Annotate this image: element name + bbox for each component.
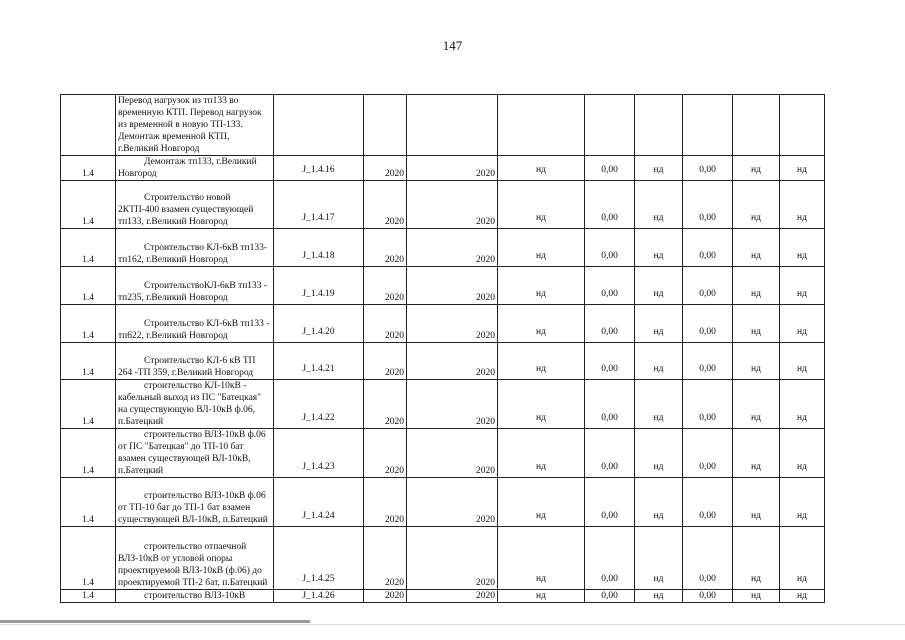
table-row: [61, 343, 825, 380]
value-1: нд: [536, 591, 546, 601]
project-code-cell: [274, 181, 364, 229]
value-3: нд: [653, 591, 664, 601]
object-name: СтроительствоКЛ-6кВ тп133 - тп235, г.Великий Новгород: [118, 281, 268, 303]
value-4: 0,00: [699, 364, 716, 374]
object-name-cell: [116, 380, 274, 429]
start-year: 2020: [385, 417, 404, 427]
value-6-cell: [780, 95, 825, 156]
value-5: нд: [751, 574, 761, 584]
row-number-cell: [61, 95, 116, 156]
object-name-cell: [116, 229, 274, 267]
value-5: нд: [751, 364, 761, 374]
project-code-cell: [274, 343, 364, 380]
value-4-cell: [683, 590, 733, 603]
value-5: нд: [751, 413, 761, 423]
end-year-cell: [407, 478, 498, 527]
value-6-cell: [780, 343, 825, 380]
value-6-cell: [780, 429, 825, 478]
value-2: 0,00: [601, 213, 618, 223]
project-code-cell: [274, 267, 364, 305]
value-2: 0,00: [601, 364, 618, 374]
value-3-cell: [635, 95, 683, 156]
end-year-cell: [407, 590, 498, 603]
value-4-cell: [683, 305, 733, 343]
value-3-cell: [635, 229, 683, 267]
start-year: 2020: [385, 217, 404, 227]
object-name-cell: [116, 267, 274, 305]
start-year: 2020: [385, 578, 404, 588]
table-row: [61, 478, 825, 527]
value-5-cell: [733, 429, 780, 478]
row-number-cell: [61, 305, 116, 343]
value-3: нд: [653, 511, 664, 521]
value-6-cell: [780, 229, 825, 267]
value-1-cell: [498, 95, 585, 156]
end-year: 2020: [476, 417, 495, 427]
row-number: 1.4: [82, 331, 94, 341]
value-1-cell: [498, 305, 585, 343]
start-year: 2020: [385, 515, 404, 525]
value-1: нд: [536, 413, 546, 423]
value-3: нд: [653, 327, 664, 337]
value-3-cell: [635, 590, 683, 603]
value-5: нд: [751, 462, 761, 472]
value-5-cell: [733, 343, 780, 380]
value-1-cell: [498, 181, 585, 229]
value-1-cell: [498, 229, 585, 267]
value-1: нд: [536, 511, 546, 521]
project-code-cell: [274, 95, 364, 156]
project-code: J_1.4.24: [302, 511, 335, 521]
value-2-cell: [585, 590, 635, 603]
row-number: 1.4: [82, 515, 94, 525]
value-6-cell: [780, 478, 825, 527]
value-2-cell: [585, 429, 635, 478]
value-4-cell: [683, 267, 733, 305]
start-year-cell: [364, 590, 407, 603]
table-body: [61, 95, 825, 603]
value-1: нд: [536, 165, 546, 175]
value-3: нд: [653, 251, 664, 261]
object-name: Демонтаж тп133, г.Великий Новгород: [118, 157, 257, 179]
value-2-cell: [585, 156, 635, 181]
row-number-cell: [61, 181, 116, 229]
value-6-cell: [780, 156, 825, 181]
value-1-cell: [498, 156, 585, 181]
table-row: [61, 229, 825, 267]
value-3-cell: [635, 343, 683, 380]
value-4-cell: [683, 95, 733, 156]
row-number-cell: [61, 267, 116, 305]
end-year-cell: [407, 156, 498, 181]
value-6-cell: [780, 267, 825, 305]
end-year: 2020: [476, 368, 495, 378]
end-year-cell: [407, 95, 498, 156]
value-2-cell: [585, 343, 635, 380]
value-2: 0,00: [601, 413, 618, 423]
project-code: J_1.4.17: [302, 213, 335, 223]
end-year-cell: [407, 267, 498, 305]
end-year: 2020: [476, 293, 495, 303]
object-name: Строительство КЛ-6кВ тп133 - тп622, г.Великий Новгород: [118, 319, 270, 341]
value-1-cell: [498, 343, 585, 380]
value-6: нд: [797, 511, 807, 521]
object-name-cell: [116, 156, 274, 181]
table-row: [61, 527, 825, 590]
project-code: J_1.4.20: [302, 327, 335, 337]
value-6: нд: [797, 289, 807, 299]
value-4-cell: [683, 527, 733, 590]
value-3: нд: [653, 165, 664, 175]
start-year-cell: [364, 343, 407, 380]
value-4-cell: [683, 429, 733, 478]
value-4: 0,00: [699, 591, 716, 601]
value-6-cell: [780, 380, 825, 429]
start-year-cell: [364, 429, 407, 478]
value-1-cell: [498, 590, 585, 603]
end-year: 2020: [476, 578, 495, 588]
value-3: нд: [653, 213, 664, 223]
end-year-cell: [407, 305, 498, 343]
row-number-cell: [61, 380, 116, 429]
value-2: 0,00: [601, 574, 618, 584]
object-name-cell: [116, 590, 274, 603]
value-3: нд: [653, 574, 664, 584]
project-code: J_1.4.18: [302, 251, 335, 261]
object-name-cell: [116, 527, 274, 590]
value-2: 0,00: [601, 289, 618, 299]
value-3-cell: [635, 267, 683, 305]
value-4: 0,00: [699, 574, 716, 584]
start-year-cell: [364, 380, 407, 429]
value-6: нд: [797, 591, 807, 601]
value-6: нд: [797, 251, 807, 261]
row-number-cell: [61, 478, 116, 527]
value-3: нд: [653, 289, 664, 299]
value-1-cell: [498, 429, 585, 478]
value-5: нд: [751, 591, 761, 601]
value-4: 0,00: [699, 251, 716, 261]
row-number: 1.4: [82, 466, 94, 476]
start-year-cell: [364, 527, 407, 590]
value-4: 0,00: [699, 327, 716, 337]
table-row: [61, 305, 825, 343]
row-number-cell: [61, 229, 116, 267]
value-1: нд: [536, 213, 546, 223]
value-3: нд: [653, 462, 664, 472]
start-year: 2020: [385, 591, 404, 601]
end-year-cell: [407, 429, 498, 478]
value-4-cell: [683, 380, 733, 429]
object-name-cell: [116, 343, 274, 380]
value-5-cell: [733, 229, 780, 267]
project-code-cell: [274, 527, 364, 590]
value-3-cell: [635, 527, 683, 590]
table-row: [61, 429, 825, 478]
value-2: 0,00: [601, 511, 618, 521]
value-6: нд: [797, 364, 807, 374]
project-code-cell: [274, 305, 364, 343]
start-year-cell: [364, 156, 407, 181]
start-year: 2020: [385, 293, 404, 303]
object-name: строительство ВЛЗ-10кВ: [144, 591, 246, 601]
row-number-cell: [61, 429, 116, 478]
project-code: J_1.4.26: [302, 591, 335, 601]
end-year: 2020: [476, 466, 495, 476]
object-name-cell: [116, 429, 274, 478]
object-name: Перевод нагрузок из тп133 во временную КТП. Перевод нагрузок из временной в новую ТП-133. Демонтаж временной КТП, г.Великий Новгород: [118, 96, 262, 154]
value-4: 0,00: [699, 413, 716, 423]
value-4: 0,00: [699, 289, 716, 299]
value-5: нд: [751, 251, 761, 261]
value-1: нд: [536, 574, 546, 584]
project-code: J_1.4.23: [302, 462, 335, 472]
value-1: нд: [536, 251, 546, 261]
value-2-cell: [585, 478, 635, 527]
value-3-cell: [635, 380, 683, 429]
start-year-cell: [364, 229, 407, 267]
object-name: строительство ВЛЗ-10кВ ф.06 от ТП-10 бат до ТП-1 бат взамен существующей ВЛ-10кВ, п.Батецкий: [118, 491, 268, 525]
start-year: 2020: [385, 466, 404, 476]
end-year-cell: [407, 380, 498, 429]
value-6: нд: [797, 462, 807, 472]
row-number: 1.4: [82, 591, 94, 601]
value-5-cell: [733, 380, 780, 429]
object-name-cell: [116, 478, 274, 527]
value-6-cell: [780, 305, 825, 343]
table-row: [61, 590, 825, 603]
value-6: нд: [797, 327, 807, 337]
start-year: 2020: [385, 331, 404, 341]
end-year: 2020: [476, 255, 495, 265]
value-3: нд: [653, 413, 664, 423]
value-4-cell: [683, 156, 733, 181]
value-3-cell: [635, 478, 683, 527]
row-number: 1.4: [82, 368, 94, 378]
value-6-cell: [780, 527, 825, 590]
value-3-cell: [635, 305, 683, 343]
object-name: Строительство новой 2КТП-400 взамен существующей тп133, г.Великий Новгород: [118, 193, 254, 227]
value-1-cell: [498, 527, 585, 590]
value-6: нд: [797, 574, 807, 584]
end-year: 2020: [476, 331, 495, 341]
value-3-cell: [635, 156, 683, 181]
row-number-cell: [61, 343, 116, 380]
value-2-cell: [585, 181, 635, 229]
value-5-cell: [733, 267, 780, 305]
value-1-cell: [498, 380, 585, 429]
value-4: 0,00: [699, 462, 716, 472]
end-year-cell: [407, 229, 498, 267]
end-year: 2020: [476, 169, 495, 179]
start-year-cell: [364, 267, 407, 305]
value-1: нд: [536, 462, 546, 472]
table-row: [61, 380, 825, 429]
object-name-cell: [116, 305, 274, 343]
end-year: 2020: [476, 217, 495, 227]
value-3-cell: [635, 181, 683, 229]
row-number-cell: [61, 590, 116, 603]
start-year-cell: [364, 181, 407, 229]
value-5-cell: [733, 156, 780, 181]
end-year-cell: [407, 527, 498, 590]
row-number-cell: [61, 156, 116, 181]
value-4-cell: [683, 181, 733, 229]
value-4: 0,00: [699, 165, 716, 175]
row-number: 1.4: [82, 217, 94, 227]
investment-table: [60, 94, 825, 603]
object-name-cell: [116, 181, 274, 229]
value-6-cell: [780, 590, 825, 603]
project-code: J_1.4.21: [302, 364, 335, 374]
value-5: нд: [751, 165, 761, 175]
row-number-cell: [61, 527, 116, 590]
value-5-cell: [733, 181, 780, 229]
project-code-cell: [274, 429, 364, 478]
page-number: 147: [442, 38, 463, 53]
value-3: нд: [653, 364, 664, 374]
value-6: нд: [797, 213, 807, 223]
value-5: нд: [751, 213, 761, 223]
object-name: строительство КЛ-10кВ - кабельный выход из ПС "Батецкая" на существующую ВЛ-10кВ ф.06, п.Батецкий: [118, 381, 262, 427]
value-1-cell: [498, 267, 585, 305]
value-2-cell: [585, 380, 635, 429]
value-5: нд: [751, 289, 761, 299]
end-year-cell: [407, 181, 498, 229]
value-4-cell: [683, 478, 733, 527]
scan-edge-shadow: [0, 624, 905, 625]
row-number: 1.4: [82, 169, 94, 179]
value-2-cell: [585, 305, 635, 343]
value-4-cell: [683, 343, 733, 380]
value-6: нд: [797, 165, 807, 175]
start-year-cell: [364, 95, 407, 156]
start-year-cell: [364, 478, 407, 527]
end-year: 2020: [476, 591, 495, 601]
start-year: 2020: [385, 368, 404, 378]
start-year: 2020: [385, 169, 404, 179]
value-2-cell: [585, 229, 635, 267]
row-number: 1.4: [82, 417, 94, 427]
project-code: J_1.4.19: [302, 289, 335, 299]
end-year: 2020: [476, 515, 495, 525]
value-5-cell: [733, 305, 780, 343]
value-2: 0,00: [601, 462, 618, 472]
project-code-cell: [274, 156, 364, 181]
value-5: нд: [751, 511, 761, 521]
value-5-cell: [733, 527, 780, 590]
value-2: 0,00: [601, 165, 618, 175]
value-1: нд: [536, 327, 546, 337]
value-5: нд: [751, 327, 761, 337]
value-6-cell: [780, 181, 825, 229]
value-4: 0,00: [699, 213, 716, 223]
value-1: нд: [536, 364, 546, 374]
value-2: 0,00: [601, 251, 618, 261]
value-2-cell: [585, 267, 635, 305]
value-2-cell: [585, 527, 635, 590]
value-1-cell: [498, 478, 585, 527]
project-code-cell: [274, 478, 364, 527]
object-name: Строительство КЛ-6 кВ ТП 264 -ТП 359, г.Великий Новгород: [118, 356, 256, 378]
project-code: J_1.4.25: [302, 574, 335, 584]
value-4-cell: [683, 229, 733, 267]
value-1: нд: [536, 289, 546, 299]
value-4: 0,00: [699, 511, 716, 521]
value-5-cell: [733, 95, 780, 156]
value-2: 0,00: [601, 591, 618, 601]
table-row: [61, 267, 825, 305]
object-name: строительство отпаечной ВЛЗ-10кВ от угловой опоры проектируемой ВЛЗ-10кВ (ф.06) до проектируемой ТП-2 бат, п.Батецкий: [118, 542, 268, 588]
project-code-cell: [274, 590, 364, 603]
project-code: J_1.4.22: [302, 413, 335, 423]
table-row: [61, 95, 825, 156]
object-name: Строительство КЛ-6кВ тп133-тп162, г.Великий Новгород: [118, 243, 268, 265]
start-year: 2020: [385, 255, 404, 265]
row-number: 1.4: [82, 578, 94, 588]
project-code: J_1.4.16: [302, 165, 335, 175]
start-year-cell: [364, 305, 407, 343]
row-number: 1.4: [82, 255, 94, 265]
project-code-cell: [274, 229, 364, 267]
project-code-cell: [274, 380, 364, 429]
value-2-cell: [585, 95, 635, 156]
value-5-cell: [733, 590, 780, 603]
row-number: 1.4: [82, 293, 94, 303]
object-name-cell: [116, 95, 274, 156]
table-row: [61, 181, 825, 229]
table-row: [61, 156, 825, 181]
value-6: нд: [797, 413, 807, 423]
scan-edge-line: [0, 620, 310, 623]
value-3-cell: [635, 429, 683, 478]
end-year-cell: [407, 343, 498, 380]
value-2: 0,00: [601, 327, 618, 337]
object-name: строительство ВЛЗ-10кВ ф.06 от ПС "Батецкая" до ТП-10 бат взамен существующей ВЛ-10кВ, п.Батецкий: [118, 430, 266, 476]
value-5-cell: [733, 478, 780, 527]
